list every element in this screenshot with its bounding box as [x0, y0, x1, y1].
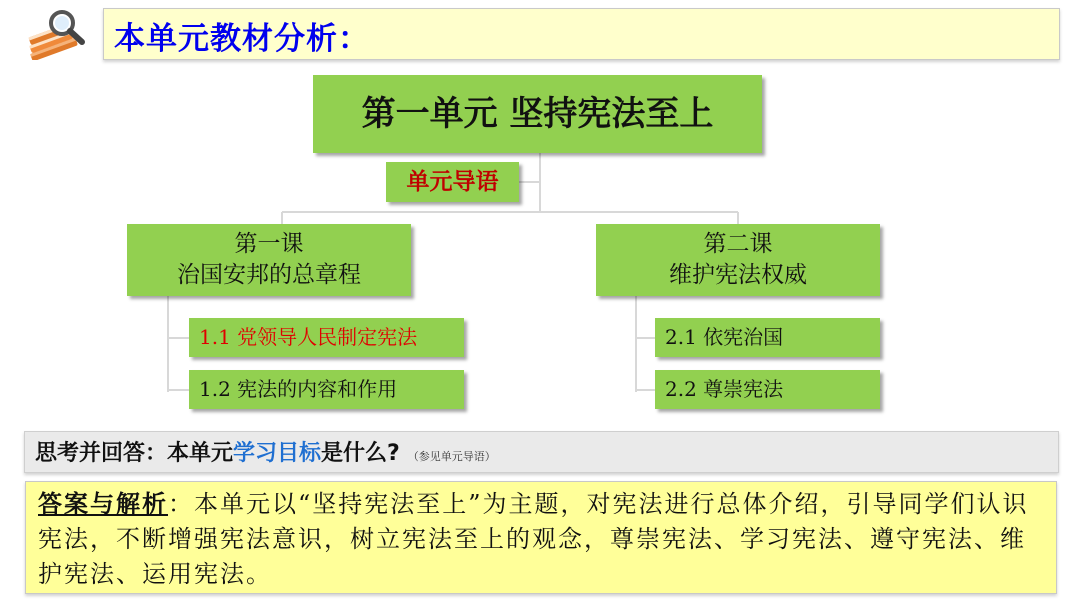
question-suffix: 是什么?: [321, 441, 400, 466]
section-1-2: 1.2 宪法的内容和作用: [189, 370, 464, 409]
answer-box: [25, 481, 1057, 594]
section-1-1: 1.1 党领导人民制定宪法: [189, 318, 464, 357]
lesson-1-box: [127, 224, 411, 296]
question-prefix: 思考并回答：本单元: [35, 441, 234, 466]
lesson-2-title: 维护宪法权威: [669, 262, 807, 288]
lesson-2-number: 第二课: [703, 231, 773, 257]
lesson-1-number: 第一课: [234, 231, 304, 257]
unit-guide-box: 单元导语: [386, 162, 519, 202]
section-2-2: 2.2 尊崇宪法: [655, 370, 880, 409]
lesson-1-title: 治国安邦的总章程: [177, 262, 361, 288]
answer-text: ：本单元以“坚持宪法至上”为主题，对宪法进行总体介绍，引导同学们认识宪法，不断增强宪法意识，树立宪法至上的观念，尊崇宪法、学习宪法、遵守宪法、维护宪法、运用宪法。: [38, 490, 1029, 588]
question-note: （参见单元导语）: [407, 450, 496, 463]
answer-label: 答案与解析: [38, 490, 168, 518]
lesson-2-box: [596, 224, 880, 296]
magnifier-books-icon: [22, 8, 98, 60]
page-title: 本单元教材分析：: [114, 21, 370, 57]
unit-title-box: 第一单元 坚持宪法至上: [313, 75, 762, 153]
question-bar: [24, 431, 1059, 473]
section-2-1: 2.1 依宪治国: [655, 318, 880, 357]
question-highlight: 学习目标: [233, 441, 322, 466]
header-bar: [103, 8, 1060, 60]
question-text: [35, 436, 496, 467]
